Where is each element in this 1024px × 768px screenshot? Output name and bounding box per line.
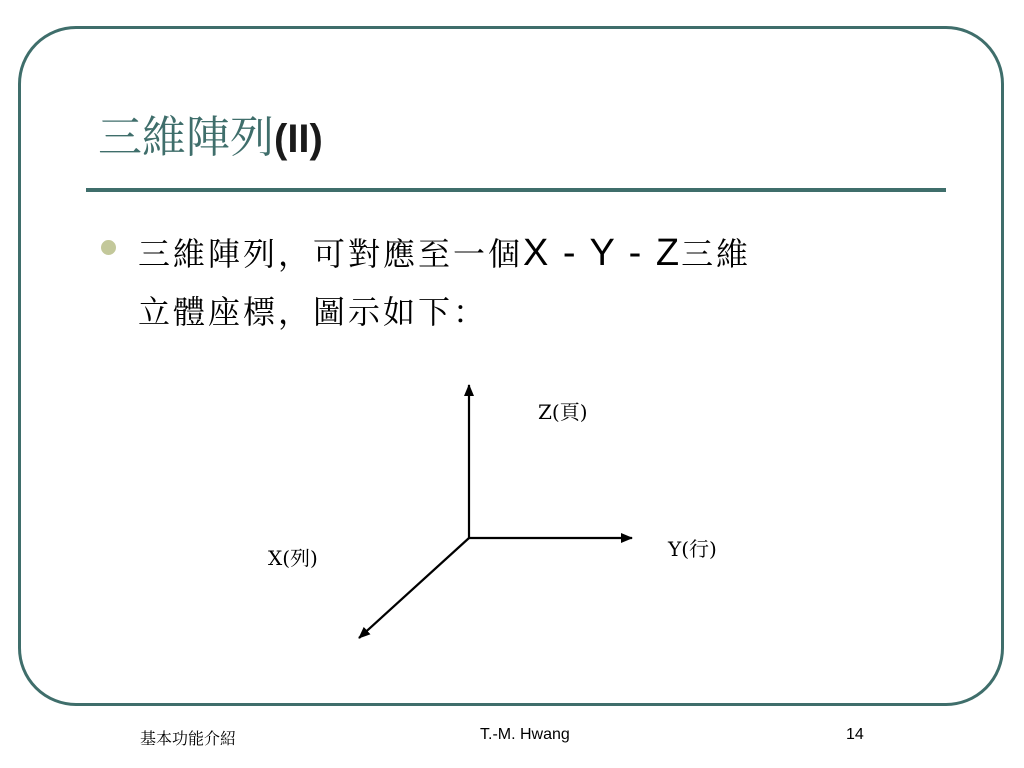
footer-author: T.-M. Hwang bbox=[480, 726, 570, 743]
bullet-part2: 三維 bbox=[681, 235, 752, 273]
title-roman: (II) bbox=[274, 117, 323, 161]
footer-left: 基本功能介紹 bbox=[140, 729, 237, 748]
bullet-line2: 立體座標，圖示如下： bbox=[138, 293, 489, 331]
x-axis-arrow bbox=[359, 538, 469, 638]
page-number: 14 bbox=[846, 726, 864, 743]
y-axis-label: Y(行) bbox=[668, 537, 717, 561]
bullet-part1: 三維陣列，可對應至一個 bbox=[138, 235, 524, 273]
x-axis-label: X(列) bbox=[268, 546, 318, 570]
bullet-xyz: X - Y - Z bbox=[523, 232, 682, 274]
z-axis-label: Z(頁) bbox=[538, 400, 588, 424]
title-cjk: 三維陣列 bbox=[98, 112, 274, 163]
